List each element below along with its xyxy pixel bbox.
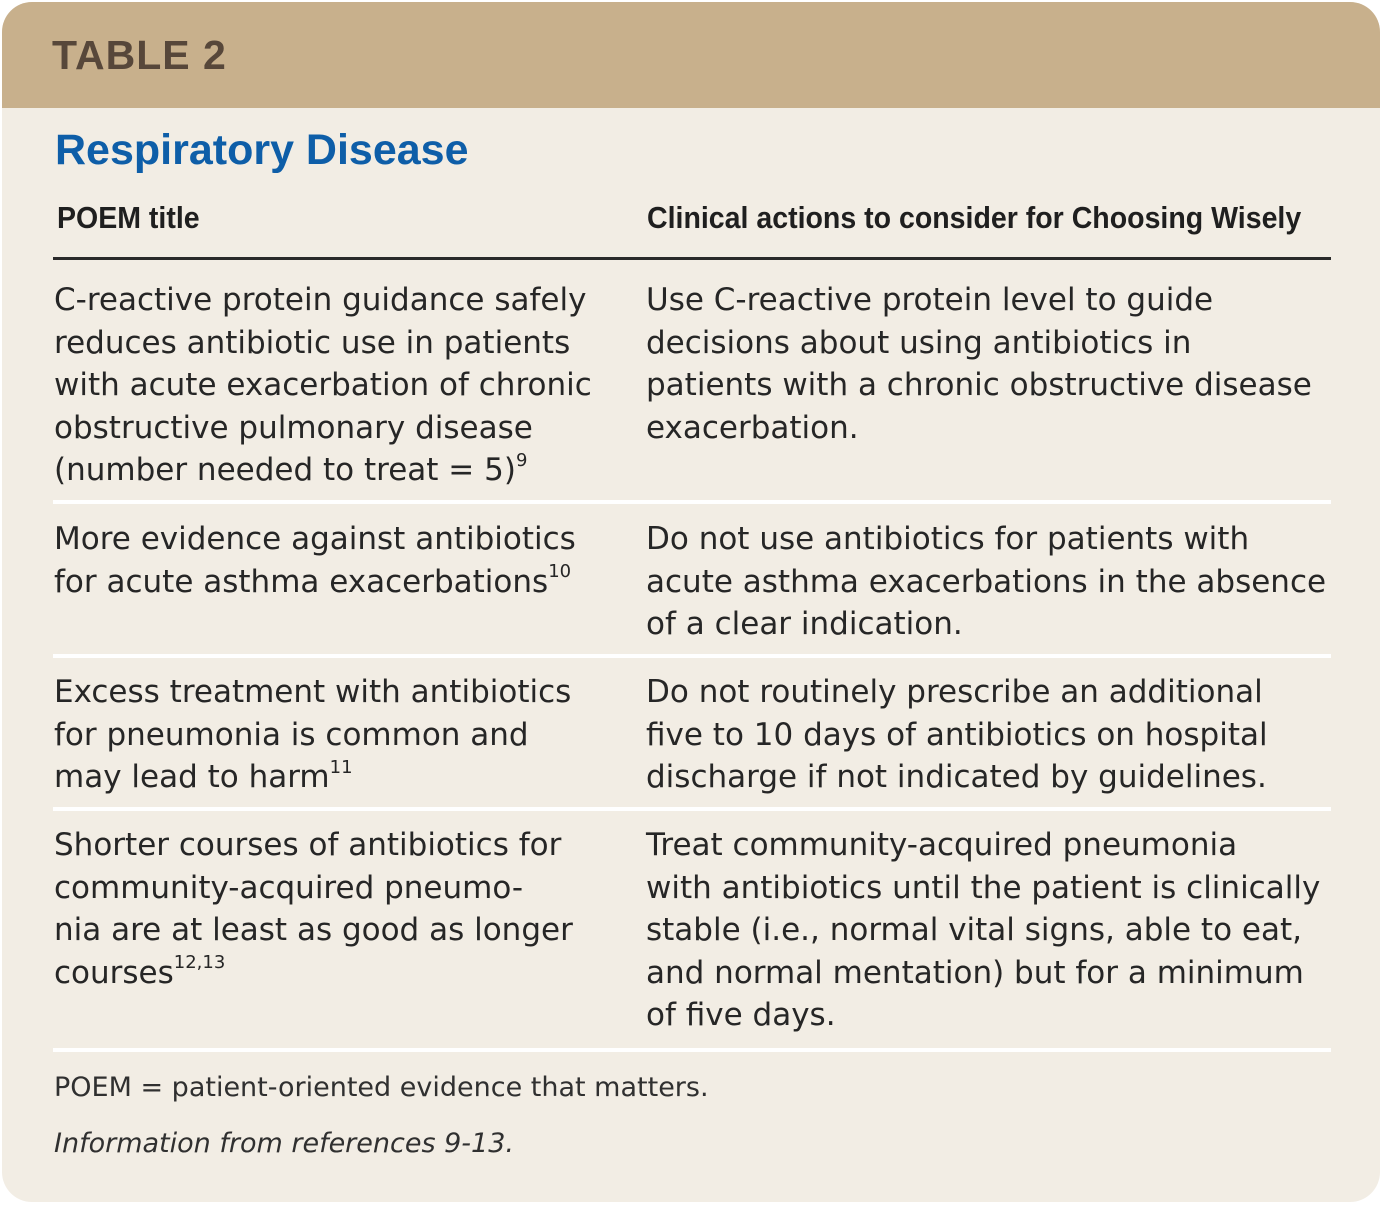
table-header-bar — [2, 2, 1380, 108]
source-note: Information from references 9-13. — [54, 1128, 514, 1159]
header-divider — [53, 257, 1331, 260]
column-header-clinical-actions: Clinical actions to consider for Choosing Wisely — [647, 200, 1302, 235]
table-row-4-poem — [54, 824, 573, 994]
table-row-3-action — [646, 671, 1268, 799]
action-line: discharge if not indicated by guidelines. — [646, 759, 1267, 795]
action-line: Do not routinely prescribe an additional — [646, 674, 1263, 710]
action-line: and normal mentation) but for a minimum — [646, 954, 1304, 991]
action-line: Use C-reactive protein level to guide — [646, 282, 1214, 318]
action-line: acute asthma exacerbations in the absence — [646, 563, 1327, 600]
poem-line: Shorter courses of antibiotics for — [54, 827, 562, 863]
poem-line-last — [54, 449, 592, 492]
action-line: Do not use antibiotics for patients with — [646, 521, 1250, 557]
poem-line-last — [54, 952, 573, 995]
table-row-1-action — [646, 279, 1312, 449]
reference-superscript: 11 — [329, 756, 353, 778]
table-row-3-poem — [54, 671, 571, 799]
poem-line: Excess treatment with antibiotics — [54, 674, 572, 710]
row-divider — [53, 654, 1331, 658]
action-line: with antibiotics until the patient is clinically — [646, 869, 1321, 906]
poem-line-text: for acute asthma exacerbations — [54, 563, 549, 600]
poem-line-last — [54, 756, 571, 799]
poem-line: nia are at least as good as longer — [54, 912, 573, 948]
poem-line: reduces antibiotic use in patients — [54, 324, 571, 361]
reference-superscript: 9 — [515, 449, 528, 471]
poem-line-text: (number needed to treat = 5) — [54, 452, 516, 488]
poem-line: community-acquired pneumo- — [54, 869, 524, 906]
action-line: patients with a chronic obstructive disease — [646, 367, 1312, 403]
table-row-4-action — [646, 824, 1320, 1037]
reference-superscript: 10 — [548, 561, 572, 583]
reference-superscript: 12,13 — [173, 952, 226, 974]
row-divider — [53, 807, 1331, 811]
table-row-2-poem — [54, 518, 576, 603]
poem-line: for pneumonia is common and — [54, 716, 529, 753]
column-header-poem-title: POEM title — [57, 200, 200, 235]
row-divider — [53, 500, 1331, 504]
poem-line: More evidence against antibiotics — [54, 521, 576, 557]
poem-line: obstructive pulmonary disease — [54, 409, 533, 446]
table-row-1-poem — [54, 279, 592, 492]
poem-line-text: courses — [54, 954, 174, 991]
table-row-2-action — [646, 518, 1326, 646]
action-line: Treat community-acquired pneumonia — [646, 827, 1238, 863]
table-card — [2, 2, 1380, 1202]
table-bottom-divider — [53, 1048, 1331, 1052]
abbreviation-footnote: POEM = patient-oriented evidence that matters. — [54, 1072, 709, 1103]
poem-line: C-reactive protein guidance safely — [54, 282, 587, 318]
table-label: TABLE 2 — [52, 32, 227, 78]
table-title: Respiratory Disease — [55, 126, 469, 174]
poem-line-text: may lead to harm — [54, 759, 330, 795]
poem-line: with acute exacerbation of chronic — [54, 367, 592, 403]
action-line: five to 10 days of antibiotics on hospital — [646, 716, 1268, 753]
action-line: exacerbation. — [646, 409, 859, 446]
action-line: of a clear indication. — [646, 606, 963, 642]
poem-line-last — [54, 561, 576, 604]
action-line: decisions about using antibiotics in — [646, 324, 1192, 361]
action-line: of five days. — [646, 997, 836, 1033]
action-line: stable (i.e., normal vital signs, able to eat, — [646, 912, 1302, 948]
